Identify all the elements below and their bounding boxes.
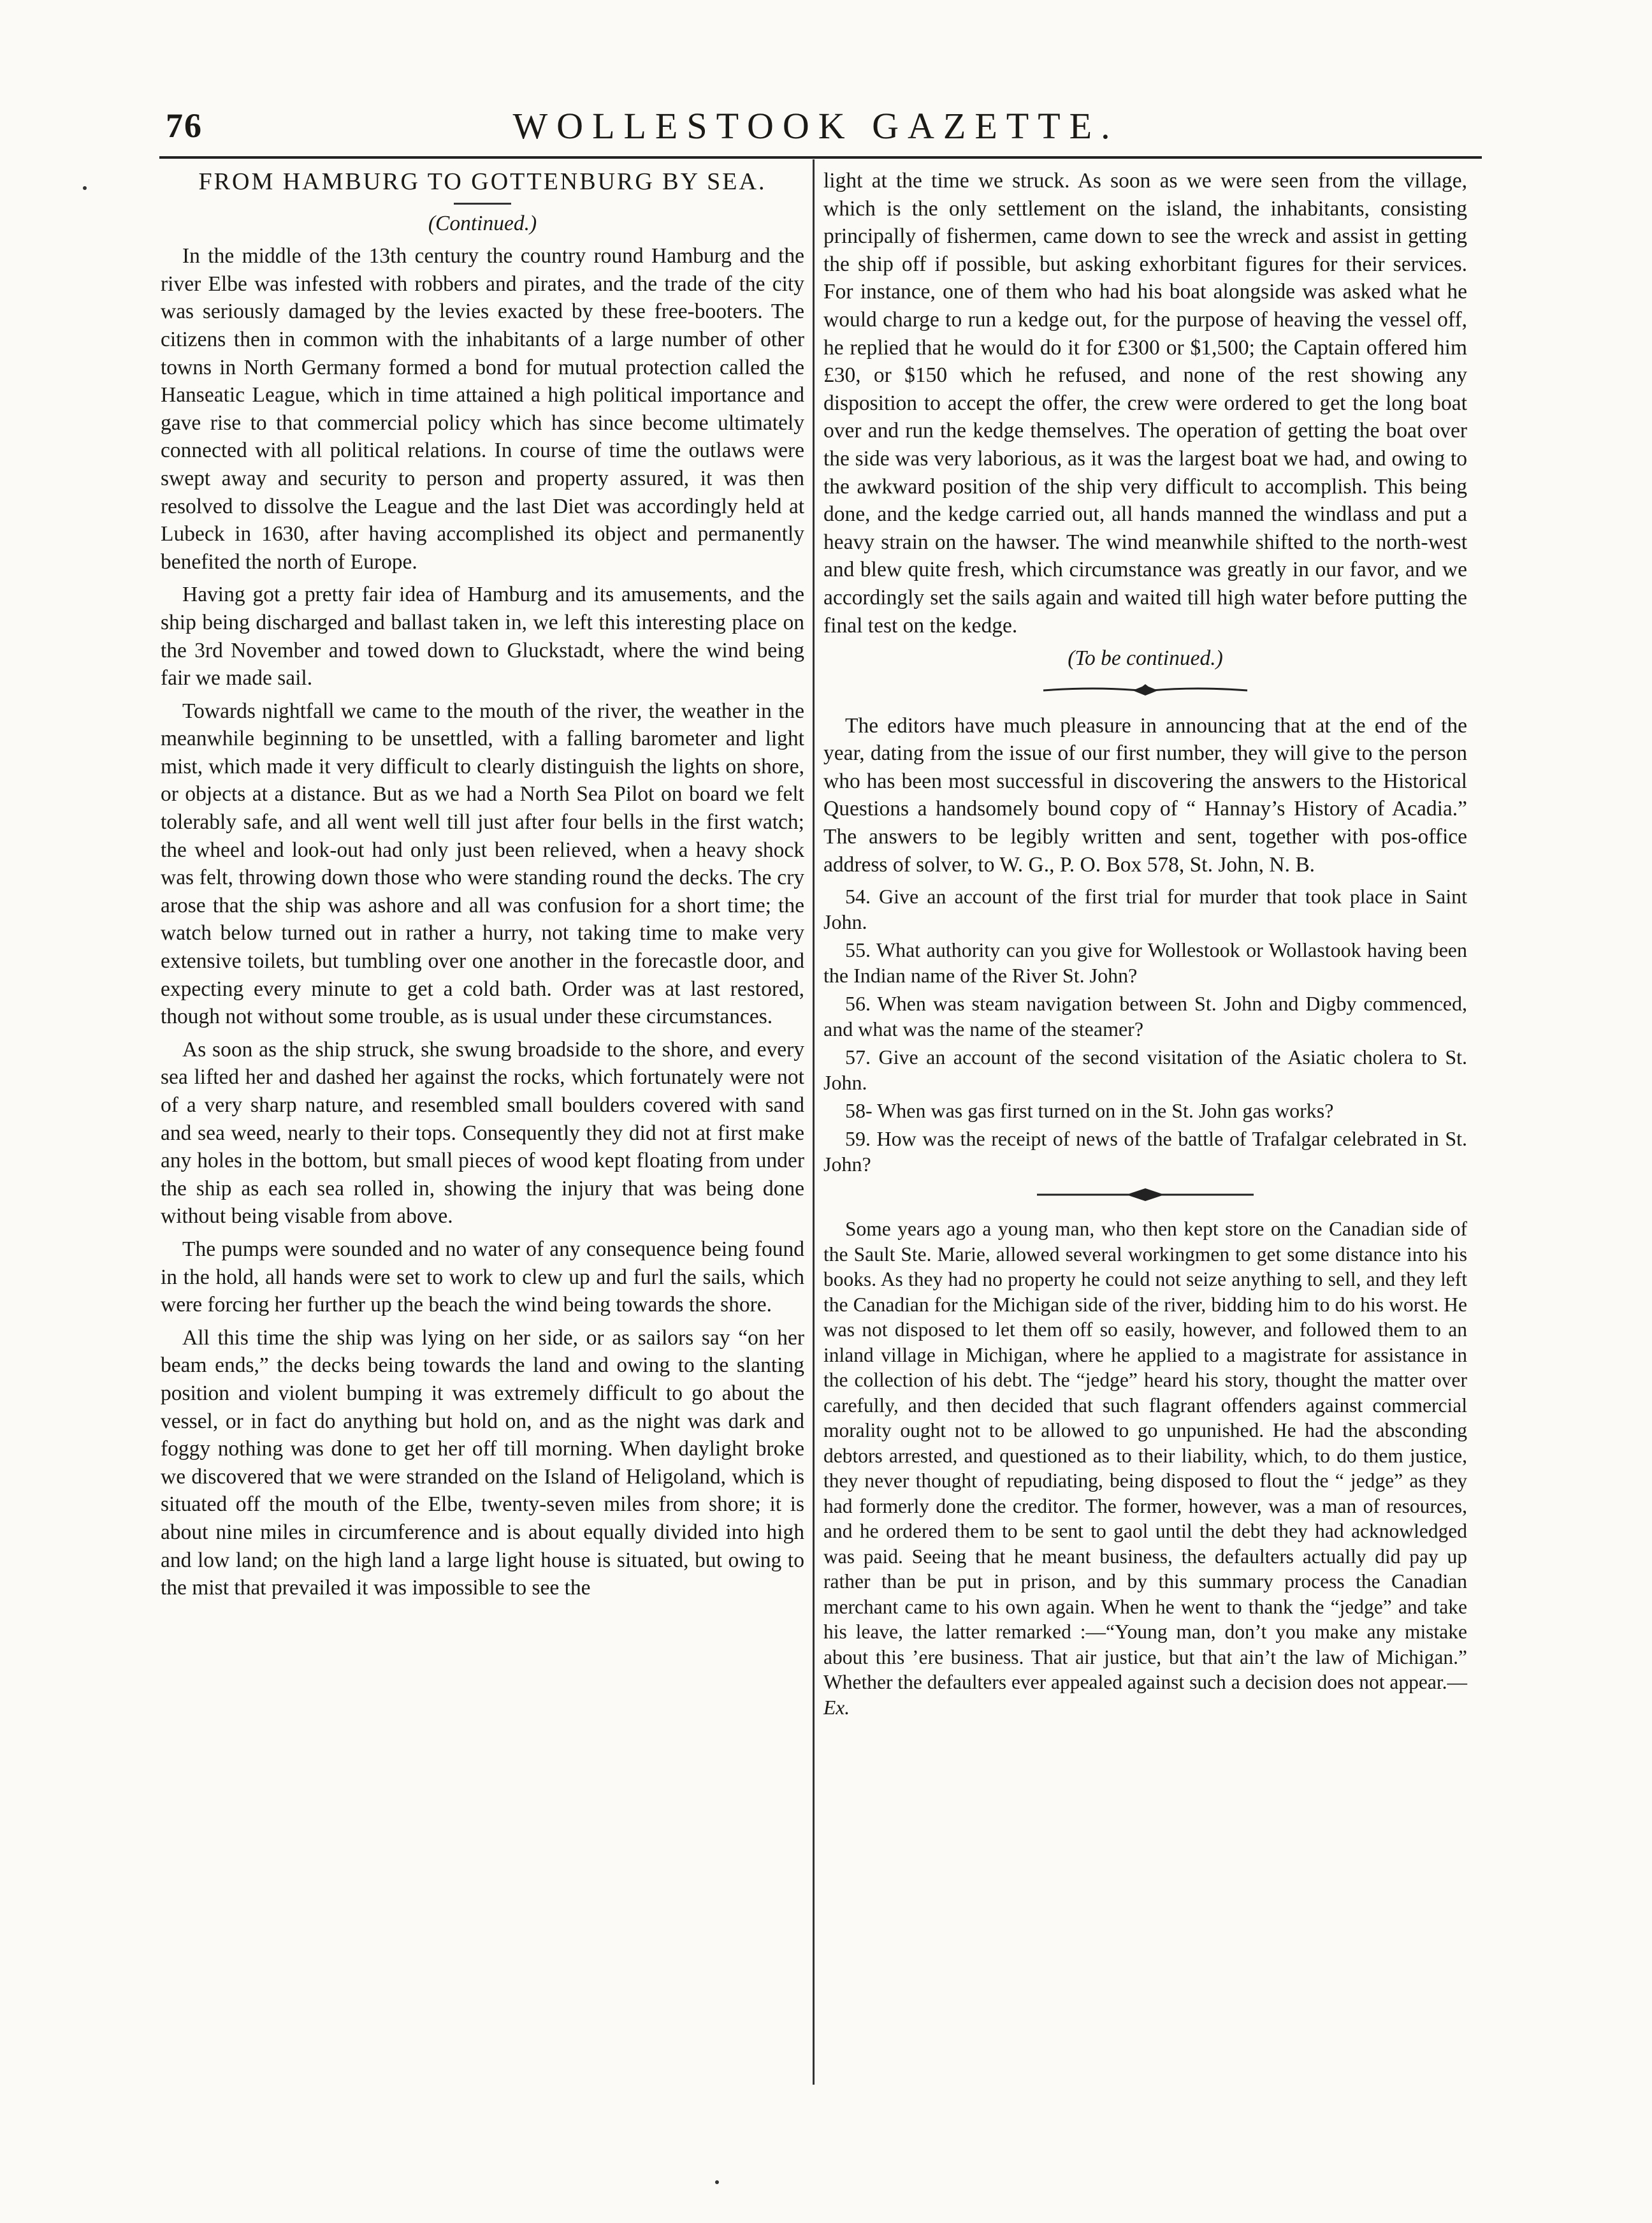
- article-paragraph: All this time the ship was lying on her side, or as sailors say “on her beam ends,” the decks being towards the land and owing to the slanting position and violent bumping it was extremely difficult to go about the vessel, or in fact do anything but hold on, and as the night was dark and foggy nothing was done to get her off till morning. When daylight broke we discovered that we were stranded on the Island of Heligoland, which is situated off the mouth of the Elbe, twenty-seven miles from shore; it is about nine miles in circumference and is about equally divided into high and low land; on the high land a large light house is situated, but owing to the mist that prevailed it was impossible to see the: [161, 1325, 804, 1600]
- page-number: 76: [166, 106, 203, 145]
- title-rule: [454, 203, 511, 205]
- masthead-title: WOLLESTOOK GAZETTE.: [512, 105, 1119, 147]
- to-be-continued-label: (To be continued.): [1068, 646, 1223, 671]
- anecdote-paragraph: [823, 1216, 1467, 1720]
- article-paragraph: As soon as the ship struck, she swung broadside to the shore, and every sea lifted her and dashed her against the rocks, which fortunately were not of a very sharp nature, and resembled small boulders covered with sand and sea weed, nearly to their tops. Consequently they did not at first make any holes in the bottom, but small pieces of wood kept floating from under the ship as each sea rolled in, showing the injury that was being done without being visable from above.: [161, 1037, 804, 1228]
- anecdote-text: Some years ago a young man, who then kept store on the Canadian side of the Sault Ste. Marie, allowed several workingmen to get some distance into his books. As they had no property he could not seize anything to sell, and they left the Canadian for the Michigan side of the river, bidding him to do his worst. He was not disposed to let them off so easily, however, and followed them to an inland village in Michigan, where he applied to a magistrate for assistance in the collection of his debt. The “jedge” heard his story, thought the matter over carefully, and then decided that such flagrant offenders against commercial morality ought not to be allowed to go unpunished. He had the absconding debtors arrested, and questioned as to their liability, which, to do them justice, they never thought of repudiating, being disposed to flout the “ jedge” as they had formerly done the creditor. The former, however, was a man of resources, and he ordered them to be sent to gaol until the debt they had acknowledged was paid. Seeing that he meant business, the defaulters actually did pay up rather than be put in prison, and by this summary process the Canadian merchant came to his own again. When he went to thank the “jedge” and take his leave, the latter remarked :—“Young man, don’t you make any mistake about this ’ere business. That air justice, but that ain’t the law of Michigan.” Whether the defaulters ever appealed against such a decision does not appear.—: [823, 1218, 1467, 1694]
- article-title: FROM HAMBURG TO GOTTENBURG BY SEA.: [198, 168, 767, 195]
- question-item: 54. Give an account of the first trial for murder that took place in Saint John.: [823, 885, 1467, 934]
- question-item: 59. How was the receipt of news of the battle of Trafalgar celebrated in St. John?: [823, 1127, 1467, 1176]
- question-item: 58- When was gas first turned on in the St. John gas works?: [845, 1099, 1334, 1123]
- article-continuation: light at the time we struck. As soon as we were seen from the village, which is the only settlement on the island, the inhabitants, consisting principally of fishermen, came down to see the wreck and assist in getting the ship off if possible, but asking exhorbitant figures for their services. For instance, one of them who had his boat alongside was asked what he would charge to run a kedge out, for the purpose of heaving the vessel off, he replied that he would do it for £300 or $1,500; the Captain offered him £30, or $150 which he refused, and none of the rest showing any disposition to accept the offer, the crew were ordered to get the long boat over and run the kedge themselves. The operation of getting the boat over the side was very laborious, as it was the largest boat we had, and owing to the awkward position of the ship very difficult to accomplish. This being done, and the kedge carried out, all hands manned the windlass and put a heavy strain on the hawser. The wind meanwhile shifted to the north-west and blew quite fresh, which circumstance was greatly in our favor, and we accordingly set the sails again and waited till high water before putting the final test on the kedge.: [823, 169, 1467, 638]
- page-header: [153, 102, 1479, 153]
- question-item: 55. What authority can you give for Wollestook or Wollastook having been the Indian name of the River St. John?: [823, 938, 1467, 988]
- article-paragraph: Towards nightfall we came to the mouth of the river, the weather in the meanwhile beginning to be unsettled, with a falling barometer and light mist, which made it very difficult to clearly distinguish the lights on shore, or objects at a distance. But as we had a North Sea Pilot on board we felt tolerably safe, and all went well till just after four bells in the first watch; the wheel and look-out had only just been relieved, when a heavy shock was felt, throwing down those who were standing round the decks. The cry arose that the ship was ashore and all was confusion for a short time; the watch below turned out in rather a hurry, not taking time to make very extensive toilets, but tumbling over one another in the forecastle door, and expecting every minute to get a cold bath. Order was at last restored, though not without some trouble, as is usual under these circumstances.: [161, 699, 804, 1029]
- header-rule: [159, 156, 1482, 159]
- column-divider: [813, 159, 815, 2085]
- margin-dot: [715, 2180, 719, 2184]
- question-item: 57. Give an account of the second visitation of the Asiatic cholera to St. John.: [823, 1046, 1467, 1095]
- left-column: [161, 167, 804, 1607]
- continued-label: (Continued.): [428, 211, 537, 235]
- editors-notice: The editors have much pleasure in announcing that at the end of the year, dating from the issue of our first number, they will give to the person who has been most successful in discovering the answers to the Historical Questions a handsomely bound copy of “ Hannay’s History of Acadia.” The answers to be legibly written and sent, together with pos-office address of solver, to W. G., P. O. Box 578, St. John, N. B.: [823, 713, 1467, 877]
- article-paragraph: In the middle of the 13th century the country round Hamburg and the river Elbe was infested with robbers and pirates, and the trade of the city was seriously damaged by the levies exacted by these free-booters. The citizens then in common with the inhabitants of a large number of other towns in North Germany formed a bond for mutual protection called the Hanseatic League, which in time attained a high political importance and gave rise to that commercial policy which has since become ultimately connected with all political relations. In course of time the outlaws were swept away and security to person and property assured, it was then resolved to dissolve the League and the last Diet was accordingly held at Lubeck in 1630, after having accomplished its object and permanently benefited the north of Europe.: [161, 244, 804, 574]
- article-paragraph: Having got a pretty fair idea of Hamburg and its amusements, and the ship being discharged and ballast taken in, we left this interesting place on the 3rd November and towed down to Gluckstadt, where the wind being fair we made sail.: [161, 583, 804, 690]
- right-column: [823, 167, 1467, 1725]
- ornament-divider: [1031, 683, 1260, 698]
- question-item: 56. When was steam navigation between St. John and Digby commenced, and what was the name of the steamer?: [823, 992, 1467, 1041]
- margin-dot: [83, 186, 87, 190]
- anecdote-source: Ex.: [823, 1696, 850, 1719]
- article-paragraph: The pumps were sounded and no water of any consequence being found in the hold, all hands were set to work to clew up and furl the sails, which were forcing her further up the beach the wind being towards the shore.: [161, 1237, 804, 1317]
- ornament-divider: [1031, 1187, 1260, 1202]
